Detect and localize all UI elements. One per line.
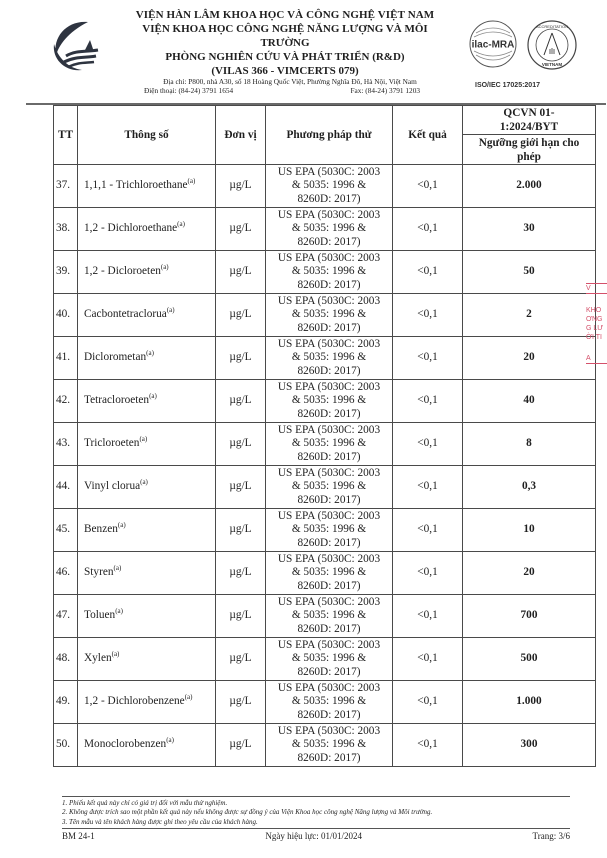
parameter-label: Tricloroeten xyxy=(84,437,140,450)
limit-value: 8 xyxy=(463,423,596,466)
limit-value: 10 xyxy=(463,509,596,552)
limit-value: 0,3 xyxy=(463,466,596,509)
row-number: 45. xyxy=(54,509,78,552)
table-row xyxy=(54,724,596,767)
method-line: 8260D: 2017) xyxy=(297,278,361,291)
test-method xyxy=(266,337,393,380)
method-line: 8260D: 2017) xyxy=(297,407,361,420)
stamp-text-fragment: V xyxy=(586,283,607,294)
parameter-footnote: (a) xyxy=(139,435,148,444)
method-line: 8260D: 2017) xyxy=(297,364,361,377)
row-number: 50. xyxy=(54,724,78,767)
method-line: & 5035: 1996 & xyxy=(291,738,367,751)
method-line: 8260D: 2017) xyxy=(297,235,361,248)
parameter-name xyxy=(78,251,216,294)
boa-country: VIETNAM xyxy=(541,62,563,67)
footer-notes xyxy=(62,799,582,827)
parameter-label: Tetracloroeten xyxy=(84,394,150,407)
limit-value: 300 xyxy=(463,724,596,767)
parameter-label: Styren xyxy=(84,566,114,579)
table-row xyxy=(54,337,596,380)
method-line: US EPA (5030C: 2003 xyxy=(277,337,381,350)
limit-value: 30 xyxy=(463,208,596,251)
result-value: <0,1 xyxy=(393,294,463,337)
parameter-name xyxy=(78,294,216,337)
institute-logo xyxy=(46,16,106,74)
test-method xyxy=(266,724,393,767)
parameter-name xyxy=(78,681,216,724)
limit-value: 2.000 xyxy=(463,165,596,208)
method-line: US EPA (5030C: 2003 xyxy=(277,251,381,264)
col-header-tt: TT xyxy=(54,106,78,165)
limit-value: 700 xyxy=(463,595,596,638)
result-value: <0,1 xyxy=(393,165,463,208)
method-line: & 5035: 1996 & xyxy=(291,394,367,407)
row-number: 37. xyxy=(54,165,78,208)
test-method xyxy=(266,294,393,337)
method-line: 8260D: 2017) xyxy=(297,321,361,334)
unit: µg/L xyxy=(216,681,266,724)
table-row xyxy=(54,681,596,724)
test-method xyxy=(266,380,393,423)
parameter-label: Monoclorobenzen xyxy=(84,738,167,751)
test-method xyxy=(266,681,393,724)
parameter-label: Diclorometan xyxy=(84,351,147,364)
method-line: 8260D: 2017) xyxy=(297,751,361,764)
row-number: 44. xyxy=(54,466,78,509)
result-value: <0,1 xyxy=(393,552,463,595)
method-line: & 5035: 1996 & xyxy=(291,566,367,579)
method-line: US EPA (5030C: 2003 xyxy=(277,638,381,651)
parameter-label: 1,2 - Dichlorobenzene xyxy=(84,695,185,708)
col-header-method: Phương pháp thử xyxy=(266,106,393,165)
contact-info xyxy=(130,77,450,95)
parameter-label: Vinyl clorua xyxy=(84,480,141,493)
table-row xyxy=(54,595,596,638)
col-header-standard: QCVN 01-1:2024/BYT xyxy=(463,106,596,135)
parameter-label: Cacbontetraclorua xyxy=(84,308,167,321)
limit-value: 2 xyxy=(463,294,596,337)
accreditation-codes: (VILAS 366 - VIMCERTS 079) xyxy=(211,65,359,77)
table-row xyxy=(54,509,596,552)
row-number: 49. xyxy=(54,681,78,724)
unit: µg/L xyxy=(216,337,266,380)
parameter-footnote: (a) xyxy=(146,349,154,358)
unit: µg/L xyxy=(216,423,266,466)
col-header-param: Thông số xyxy=(78,106,216,165)
letterhead xyxy=(120,8,450,79)
result-value: <0,1 xyxy=(393,251,463,294)
parameter-name xyxy=(78,552,216,595)
parameter-label: Benzen xyxy=(84,523,118,536)
method-line: 8260D: 2017) xyxy=(297,493,361,506)
parameter-name xyxy=(78,509,216,552)
method-line: 8260D: 2017) xyxy=(297,450,361,463)
address: Địa chỉ: P800, nhà A30, số 18 Hoàng Quốc Việt, Phường Nghĩa Đô, Hà Nội, Việt Nam xyxy=(163,77,417,86)
page-footer xyxy=(62,831,570,841)
result-value: <0,1 xyxy=(393,423,463,466)
unit: µg/L xyxy=(216,595,266,638)
test-method xyxy=(266,595,393,638)
limit-value: 50 xyxy=(463,251,596,294)
parameter-footnote: (a) xyxy=(187,177,196,186)
stamp-text-fragment: KHO xyxy=(586,307,602,314)
row-number: 43. xyxy=(54,423,78,466)
row-number: 47. xyxy=(54,595,78,638)
result-value: <0,1 xyxy=(393,681,463,724)
parameter-label: 1,1,1 - Trichloroethane xyxy=(84,179,188,192)
parameter-footnote: (a) xyxy=(166,736,174,745)
table-row xyxy=(54,294,596,337)
test-method xyxy=(266,466,393,509)
table-row xyxy=(54,165,596,208)
results-table xyxy=(53,105,596,767)
unit: µg/L xyxy=(216,165,266,208)
method-line: 8260D: 2017) xyxy=(297,192,361,205)
parameter-label: Xylen xyxy=(84,652,112,665)
parameter-name xyxy=(78,724,216,767)
test-method xyxy=(266,251,393,294)
unit: µg/L xyxy=(216,251,266,294)
test-method xyxy=(266,165,393,208)
ilac-mra-logo xyxy=(468,19,518,69)
table-row xyxy=(54,466,596,509)
method-line: US EPA (5030C: 2003 xyxy=(277,165,381,178)
unit: µg/L xyxy=(216,294,266,337)
result-value: <0,1 xyxy=(393,638,463,681)
note-1: 1. Phiếu kết quả này chỉ có giá trị đối với mẫu thử nghiệm. xyxy=(62,799,228,807)
ilac-label: ilac-MRA xyxy=(471,39,515,51)
bureau-of-accreditation-logo xyxy=(526,19,578,71)
unit: µg/L xyxy=(216,466,266,509)
method-line: & 5035: 1996 & xyxy=(291,695,367,708)
table-row xyxy=(54,380,596,423)
result-value: <0,1 xyxy=(393,724,463,767)
method-line: US EPA (5030C: 2003 xyxy=(277,294,381,307)
limit-value: 500 xyxy=(463,638,596,681)
method-line: & 5035: 1996 & xyxy=(291,308,367,321)
row-number: 42. xyxy=(54,380,78,423)
result-value: <0,1 xyxy=(393,208,463,251)
col-header-unit: Đơn vị xyxy=(216,106,266,165)
stamp-text-fragment: G LƯ xyxy=(586,325,604,332)
parameter-footnote: (a) xyxy=(117,521,126,530)
parameter-footnote: (a) xyxy=(113,564,122,573)
parameter-label: Toluen xyxy=(84,609,116,622)
parameter-footnote: (a) xyxy=(184,693,193,702)
col-header-limit: Ngưỡng giới hạn cho phép xyxy=(463,135,596,165)
method-line: US EPA (5030C: 2003 xyxy=(277,681,381,694)
parameter-footnote: (a) xyxy=(160,263,169,272)
method-line: & 5035: 1996 & xyxy=(291,437,367,450)
result-value: <0,1 xyxy=(393,509,463,552)
table-row xyxy=(54,638,596,681)
method-line: 8260D: 2017) xyxy=(297,622,361,635)
method-line: & 5035: 1996 & xyxy=(291,265,367,278)
test-method xyxy=(266,423,393,466)
limit-value: 20 xyxy=(463,337,596,380)
row-number: 41. xyxy=(54,337,78,380)
method-line: US EPA (5030C: 2003 xyxy=(277,466,381,479)
parameter-name xyxy=(78,165,216,208)
parameter-footnote: (a) xyxy=(140,478,148,487)
method-line: US EPA (5030C: 2003 xyxy=(277,724,381,737)
row-number: 48. xyxy=(54,638,78,681)
parameter-name xyxy=(78,423,216,466)
test-method xyxy=(266,638,393,681)
footer-divider xyxy=(62,796,570,797)
parameter-footnote: (a) xyxy=(115,607,123,616)
method-line: US EPA (5030C: 2003 xyxy=(277,423,381,436)
parameter-footnote: (a) xyxy=(149,392,157,401)
red-stamp-fragment xyxy=(586,283,607,383)
footer-divider-2 xyxy=(62,828,570,829)
row-number: 46. xyxy=(54,552,78,595)
unit: µg/L xyxy=(216,509,266,552)
method-line: & 5035: 1996 & xyxy=(291,351,367,364)
result-value: <0,1 xyxy=(393,595,463,638)
svg-text:ACCREDITATION: ACCREDITATION xyxy=(535,24,569,29)
academy-name: VIỆN HÀN LÂM KHOA HỌC VÀ CÔNG NGHỆ VIỆT NAM xyxy=(135,9,435,21)
method-line: & 5035: 1996 & xyxy=(291,222,367,235)
row-number: 40. xyxy=(54,294,78,337)
form-code: BM 24-1 xyxy=(62,831,95,841)
parameter-name xyxy=(78,337,216,380)
parameter-footnote: (a) xyxy=(177,220,185,229)
parameter-name xyxy=(78,638,216,681)
unit: µg/L xyxy=(216,552,266,595)
method-line: & 5035: 1996 & xyxy=(291,523,367,536)
method-line: 8260D: 2017) xyxy=(297,536,361,549)
institute-name: VIỆN KHOA HỌC CÔNG NGHỆ NĂNG LƯỢNG VÀ MÔI TRƯỜNG xyxy=(142,23,428,49)
parameter-label: 1,2 - Dichloroethane xyxy=(84,222,178,235)
method-line: & 5035: 1996 & xyxy=(291,480,367,493)
row-number: 38. xyxy=(54,208,78,251)
test-method xyxy=(266,208,393,251)
iso-standard: ISO/IEC 17025:2017 xyxy=(475,82,540,89)
department-name: PHÒNG NGHIÊN CỨU VÀ PHÁT TRIỂN (R&D) xyxy=(165,51,405,63)
method-line: & 5035: 1996 & xyxy=(291,179,367,192)
unit: µg/L xyxy=(216,724,266,767)
parameter-name xyxy=(78,466,216,509)
parameter-name xyxy=(78,208,216,251)
unit: µg/L xyxy=(216,380,266,423)
result-value: <0,1 xyxy=(393,466,463,509)
parameter-footnote: (a) xyxy=(111,650,120,659)
limit-value: 20 xyxy=(463,552,596,595)
test-method xyxy=(266,509,393,552)
method-line: US EPA (5030C: 2003 xyxy=(277,552,381,565)
table-row xyxy=(54,423,596,466)
unit: µg/L xyxy=(216,638,266,681)
note-2: 2. Không được trích sao một phần kết quả này nếu không được sự đồng ý của Viện Khoa học công nghệ Năng lượng và Môi trường. xyxy=(62,808,433,817)
result-value: <0,1 xyxy=(393,380,463,423)
method-line: 8260D: 2017) xyxy=(297,579,361,592)
method-line: 8260D: 2017) xyxy=(297,708,361,721)
table-row xyxy=(54,208,596,251)
method-line: & 5035: 1996 & xyxy=(291,652,367,665)
method-line: US EPA (5030C: 2003 xyxy=(277,509,381,522)
parameter-footnote: (a) xyxy=(166,306,175,315)
method-line: US EPA (5030C: 2003 xyxy=(277,595,381,608)
fax: Fax: (84-24) 3791 1203 xyxy=(350,86,420,95)
method-line: US EPA (5030C: 2003 xyxy=(277,380,381,393)
parameter-name xyxy=(78,380,216,423)
limit-value: 1.000 xyxy=(463,681,596,724)
method-line: 8260D: 2017) xyxy=(297,665,361,678)
result-value: <0,1 xyxy=(393,337,463,380)
table-row xyxy=(54,552,596,595)
page-number: Trang: 3/6 xyxy=(532,831,570,841)
parameter-name xyxy=(78,595,216,638)
stamp-text-fragment: A xyxy=(586,354,607,364)
method-line: & 5035: 1996 & xyxy=(291,609,367,622)
method-line: US EPA (5030C: 2003 xyxy=(277,208,381,221)
stamp-text-fragment: ỜI TI xyxy=(586,334,602,341)
row-number: 39. xyxy=(54,251,78,294)
effective-date: Ngày hiệu lực: 01/01/2024 xyxy=(265,831,362,841)
table-row xyxy=(54,251,596,294)
test-method xyxy=(266,552,393,595)
phone: Điện thoại: (84-24) 3791 1654 xyxy=(144,86,234,95)
stamp-text-fragment: ƠNG xyxy=(586,316,603,323)
limit-value: 40 xyxy=(463,380,596,423)
note-3: 3. Tên mẫu và tên khách hàng được ghi theo yêu cầu của khách hàng. xyxy=(62,817,258,826)
unit: µg/L xyxy=(216,208,266,251)
col-header-result: Kết quả xyxy=(393,106,463,165)
parameter-label: 1,2 - Dicloroeten xyxy=(84,265,161,278)
